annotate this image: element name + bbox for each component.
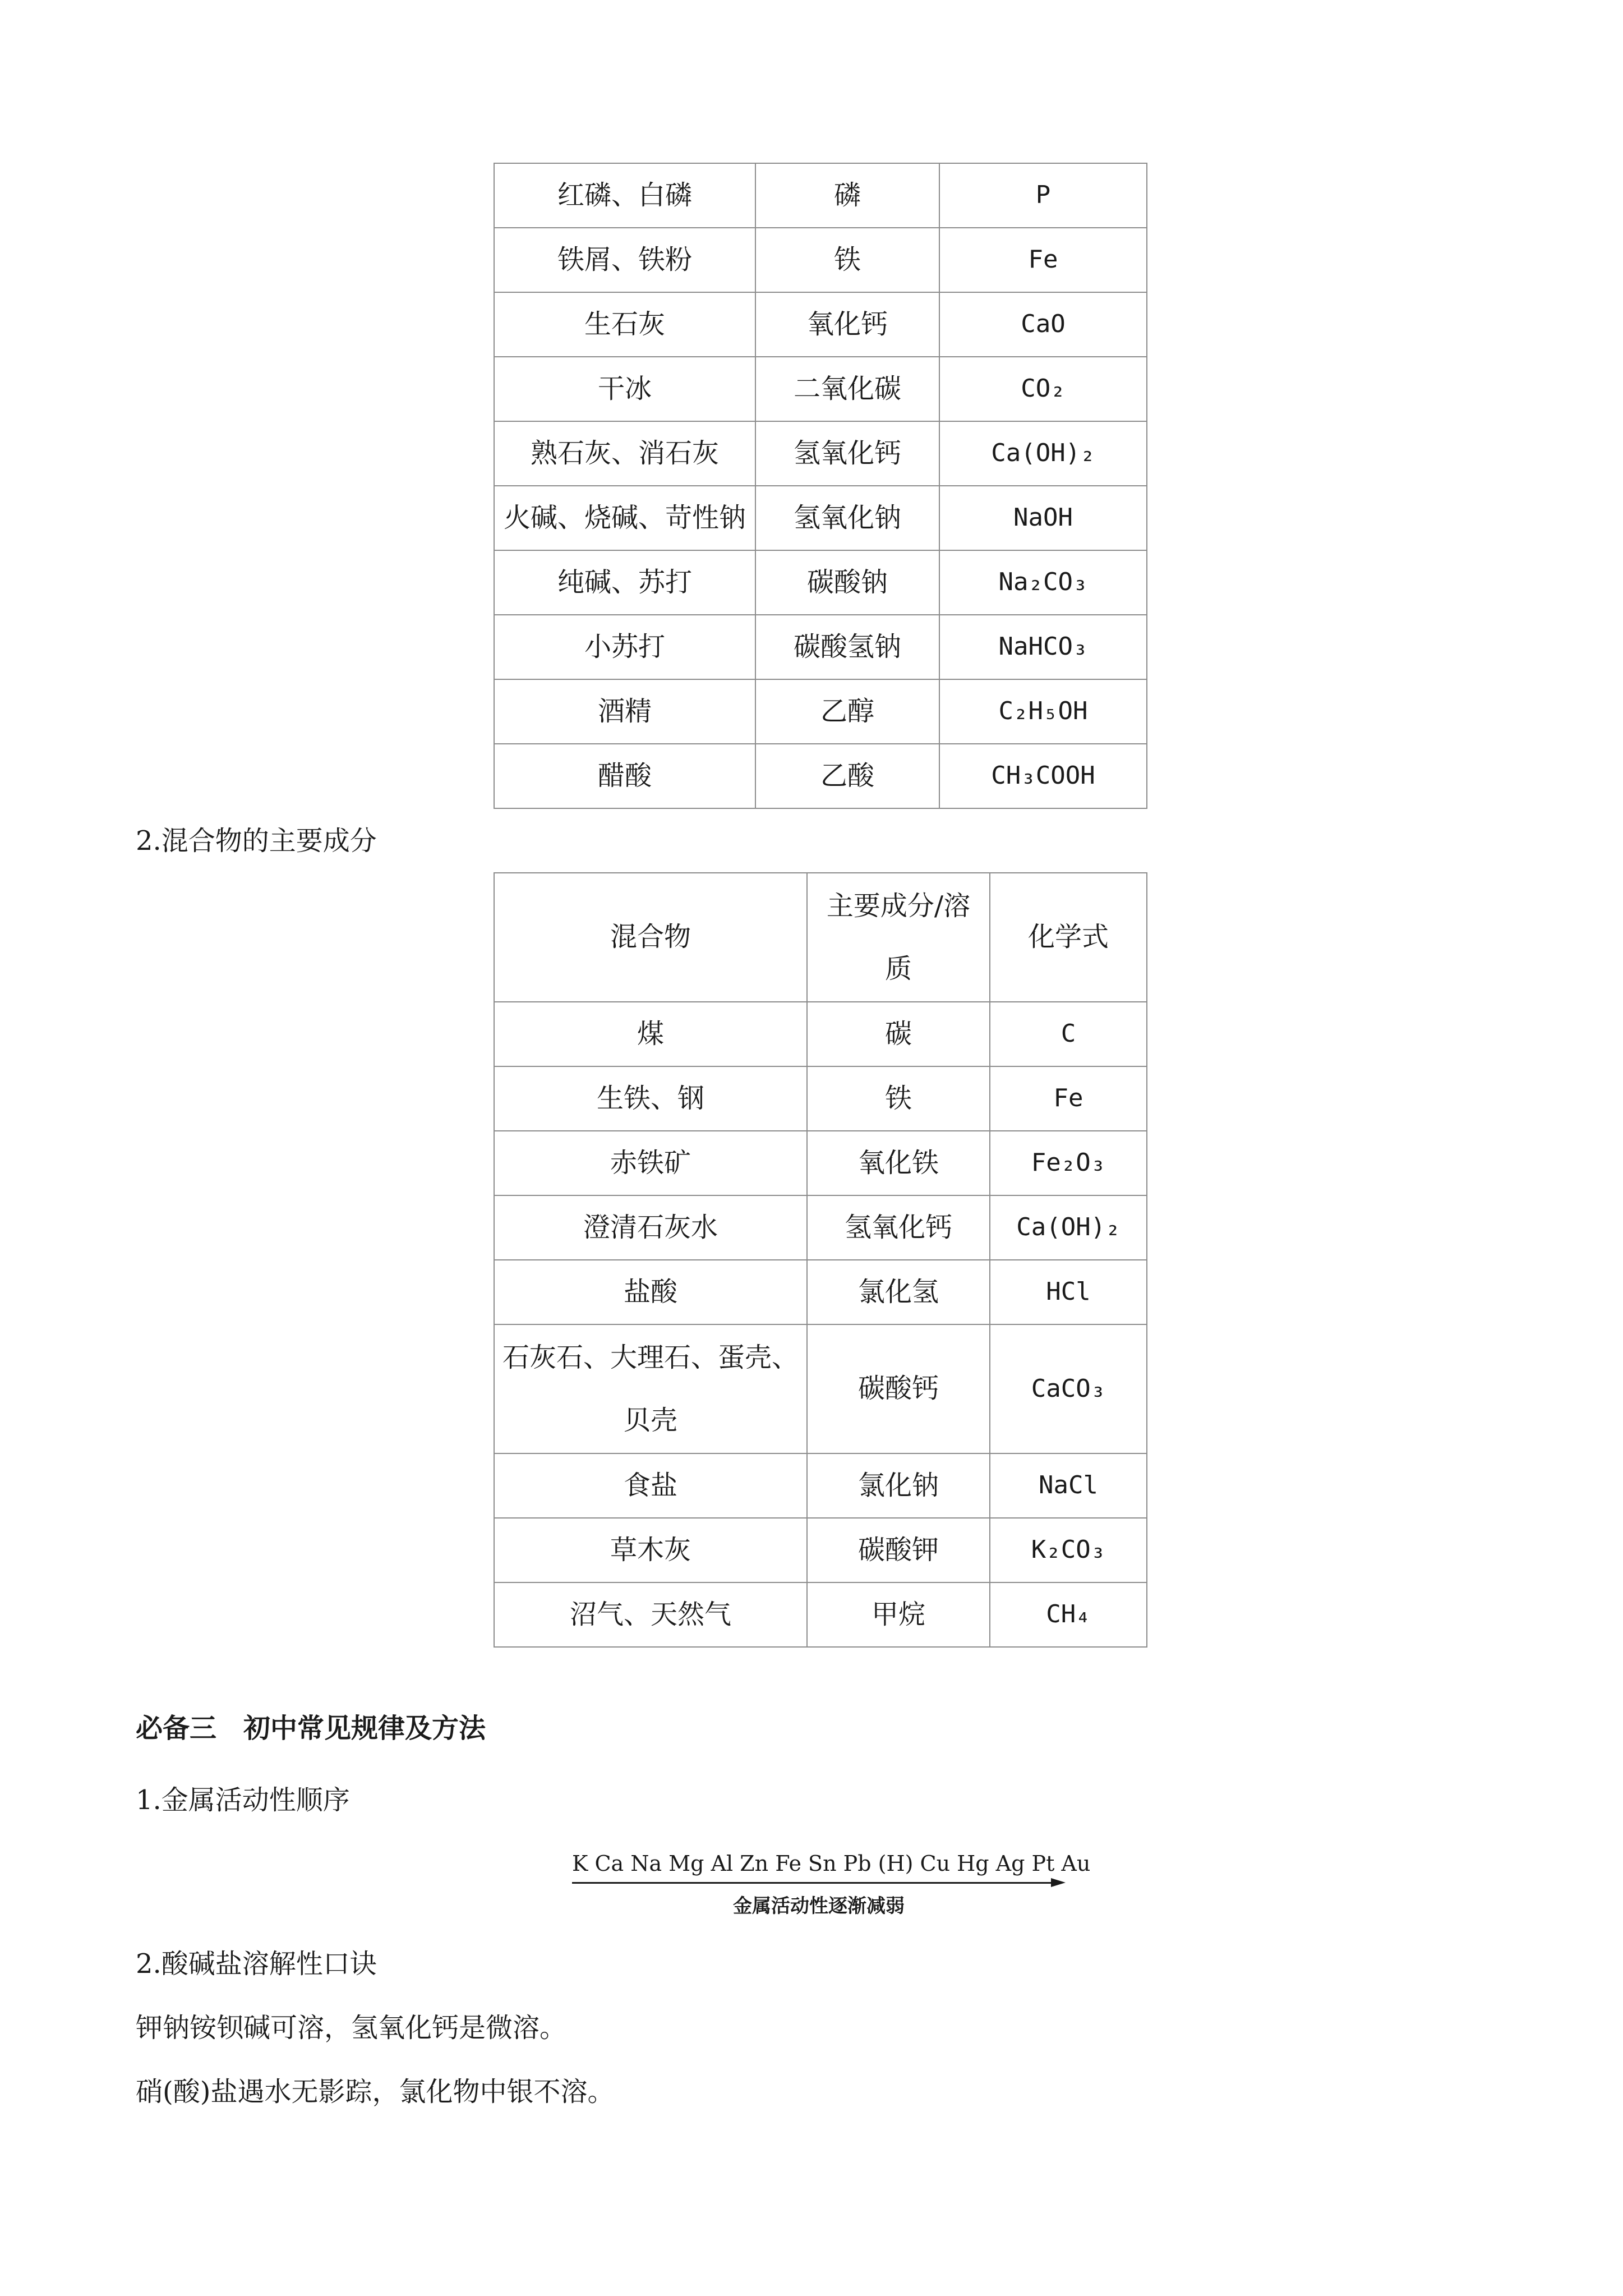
mixture-line2: 贝壳 [623, 1405, 677, 1436]
activity-series-metals: K Ca Na Mg Al Zn Fe Sn Pb (H) Cu Hg Ag Pt Au [572, 1851, 1091, 1876]
mixture-cell: 赤铁矿 [494, 1131, 807, 1195]
header-formula: 化学式 [990, 873, 1147, 1002]
formula-cell: Na₂CO₃ [939, 550, 1147, 615]
header-component-line1: 主要成分/溶 [826, 890, 971, 922]
common-name-cell: 小苏打 [494, 615, 755, 679]
table-row [494, 744, 1147, 808]
substance-cell: 磷 [755, 163, 939, 228]
table-row [494, 292, 1147, 357]
formula-cell: CO₂ [939, 357, 1147, 421]
formula-cell: CaO [939, 292, 1147, 357]
formula-cell: Fe [939, 228, 1147, 292]
substance-cell: 铁 [755, 228, 939, 292]
table-row [494, 1002, 1147, 1066]
section-2-title: 2.混合物的主要成分 [136, 825, 377, 857]
header-component [807, 873, 990, 1002]
formula-cell: CaCO₃ [990, 1324, 1147, 1453]
table-row [494, 1518, 1147, 1582]
mixture-line1: 石灰石、大理石、蛋壳、 [502, 1342, 799, 1373]
item-1-title: 1.金属活动性顺序 [136, 1784, 350, 1816]
common-name-cell: 生石灰 [494, 292, 755, 357]
common-name-cell: 熟石灰、消石灰 [494, 421, 755, 486]
table-row [494, 1260, 1147, 1324]
formula-cell: K₂CO₃ [990, 1518, 1147, 1582]
formula-cell: P [939, 163, 1147, 228]
header-mixture: 混合物 [494, 873, 807, 1002]
table-row [494, 1453, 1147, 1518]
table-row [494, 421, 1147, 486]
formula-cell: NaCl [990, 1453, 1147, 1518]
formula-cell: NaHCO₃ [939, 615, 1147, 679]
table-row [494, 228, 1147, 292]
formula-cell: NaOH [939, 486, 1147, 550]
common-names-table [494, 163, 1147, 809]
formula-cell: Fe [990, 1066, 1147, 1131]
component-cell: 氢氧化钙 [807, 1195, 990, 1260]
formula-cell: CH₄ [990, 1582, 1147, 1647]
activity-series-caption: 金属活动性逐渐减弱 [733, 1895, 905, 1917]
mnemonic-line-1: 钾钠铵钡碱可溶，氢氧化钙是微溶。 [136, 2012, 567, 2044]
component-cell: 氧化铁 [807, 1131, 990, 1195]
substance-cell: 二氧化碳 [755, 357, 939, 421]
common-name-cell: 铁屑、铁粉 [494, 228, 755, 292]
section-3-heading: 必备三 初中常见规律及方法 [136, 1713, 486, 1744]
formula-cell: CH₃COOH [939, 744, 1147, 808]
formula-cell: HCl [990, 1260, 1147, 1324]
common-name-cell: 纯碱、苏打 [494, 550, 755, 615]
formula-cell: C [990, 1002, 1147, 1066]
mnemonic-line-2: 硝(酸)盐遇水无影踪，氯化物中银不溶。 [136, 2076, 615, 2108]
item-2-title: 2.酸碱盐溶解性口诀 [136, 1948, 377, 1980]
component-cell: 碳 [807, 1002, 990, 1066]
table-row [494, 550, 1147, 615]
table-header-row [494, 873, 1147, 1002]
table-row [494, 1582, 1147, 1647]
mixture-cell [494, 1324, 807, 1453]
table-row [494, 679, 1147, 744]
component-cell: 碳酸钙 [807, 1324, 990, 1453]
formula-cell: Ca(OH)₂ [939, 421, 1147, 486]
mixture-cell: 沼气、天然气 [494, 1582, 807, 1647]
formula-cell: C₂H₅OH [939, 679, 1147, 744]
table-row [494, 357, 1147, 421]
mixture-cell: 食盐 [494, 1453, 807, 1518]
table-row [494, 1195, 1147, 1260]
table-row [494, 1324, 1147, 1453]
substance-cell: 氢氧化钙 [755, 421, 939, 486]
common-name-cell: 红磷、白磷 [494, 163, 755, 228]
mixture-cell: 盐酸 [494, 1260, 807, 1324]
common-name-cell: 醋酸 [494, 744, 755, 808]
formula-cell: Ca(OH)₂ [990, 1195, 1147, 1260]
table-row [494, 1131, 1147, 1195]
component-cell: 碳酸钾 [807, 1518, 990, 1582]
substance-cell: 碳酸氢钠 [755, 615, 939, 679]
activity-series [572, 1851, 1091, 1918]
mixture-cell: 生铁、钢 [494, 1066, 807, 1131]
mixtures-table [494, 872, 1147, 1648]
component-cell: 氯化钠 [807, 1453, 990, 1518]
common-name-cell: 干冰 [494, 357, 755, 421]
common-name-cell: 酒精 [494, 679, 755, 744]
mixture-cell: 煤 [494, 1002, 807, 1066]
component-cell: 氯化氢 [807, 1260, 990, 1324]
common-name-cell: 火碱、烧碱、苛性钠 [494, 486, 755, 550]
substance-cell: 乙酸 [755, 744, 939, 808]
substance-cell: 氢氧化钠 [755, 486, 939, 550]
header-component-line2: 质 [884, 953, 912, 984]
substance-cell: 乙醇 [755, 679, 939, 744]
formula-cell: Fe₂O₃ [990, 1131, 1147, 1195]
right-arrow-icon [572, 1878, 1066, 1887]
component-cell: 铁 [807, 1066, 990, 1131]
substance-cell: 碳酸钠 [755, 550, 939, 615]
mixture-cell: 澄清石灰水 [494, 1195, 807, 1260]
mixture-cell: 草木灰 [494, 1518, 807, 1582]
component-cell: 甲烷 [807, 1582, 990, 1647]
table-row [494, 1066, 1147, 1131]
table-row [494, 486, 1147, 550]
substance-cell: 氧化钙 [755, 292, 939, 357]
table-row [494, 615, 1147, 679]
table-row [494, 163, 1147, 228]
